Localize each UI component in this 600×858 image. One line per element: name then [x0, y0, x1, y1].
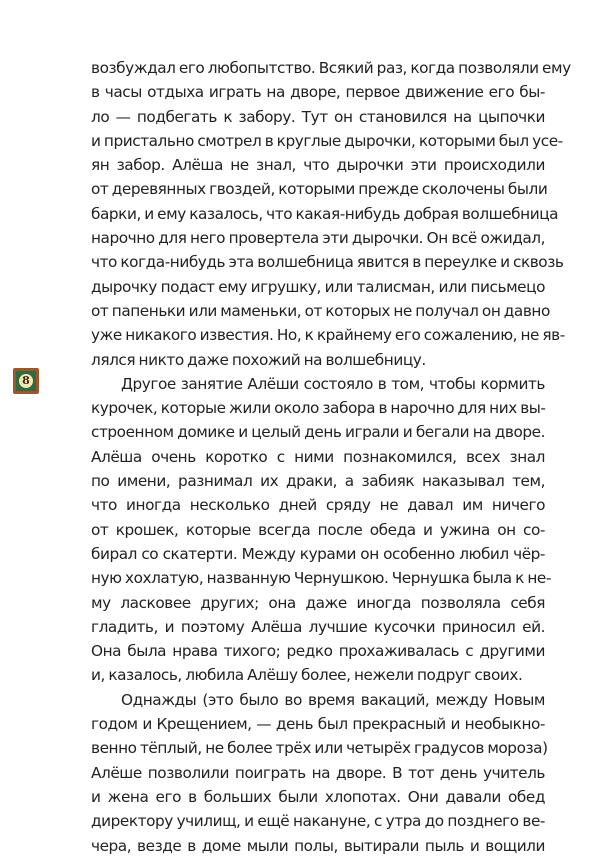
text-line: от деревянных гвоздей, которыми прежде сколочены были [91, 180, 548, 199]
text-line: дырочку подаст ему игрушку, или талисман, или письмецо [91, 277, 545, 296]
text-line: и, казалось, любила Алёшу более, нежели подруг своих. [91, 666, 523, 685]
text-line: в часы отдыха играть на дворе, первое движение его бы- [91, 83, 545, 102]
page-number: 8 [19, 374, 33, 388]
text-line: ную хохлатую, названную Чернушкою. Чернушка была к не- [91, 569, 551, 588]
text-line: уже никакого известия. Но, к крайнему его сожалению, не яв- [91, 326, 565, 345]
text-line: лялся никто даже похожий на волшебницу. [91, 350, 426, 369]
text-line: Алёша очень коротко с ними познакомился, всех знал [91, 447, 545, 466]
paragraph [91, 372, 551, 688]
text-line: бирал со скатерти. Между курами он особенно любил чёр- [91, 544, 545, 563]
text-line: возбуждал его любопытство. Всякий раз, когда позволяли ему [91, 59, 571, 77]
text-line: венно тёплый, не более трёх или четырёх градусов мороза) [91, 739, 548, 758]
page-number-badge [13, 368, 39, 394]
text-line: и пристально смотрел в круглые дырочки, которыми был усе- [91, 131, 563, 150]
paragraph [91, 56, 571, 372]
text-line: чера, везде в доме мыли полы, вытирали пыль и вощили [91, 836, 545, 855]
text-line: от крошек, которые всегда после обеда и ужина он со- [91, 520, 545, 539]
text-line: Она была нрава тихого; редко прохаживалась с другими [91, 642, 545, 661]
text-line: Алёше позволили поиграть на дворе. В тот день учитель [91, 763, 545, 782]
text-line: нарочно для него провертела эти дырочки. Он всё ожидал, [91, 229, 545, 248]
text-line: директору училищ, и ещё накануне, с утра до позднего ве- [91, 812, 545, 831]
text-line: ло — подбегать к забору. Тут он становился на цыпочки [91, 107, 545, 126]
text-line: му ласковее других; она даже иногда позволяла себя [91, 593, 545, 612]
text-line: строенном домике и целый день играли и бегали на дворе. [91, 423, 545, 442]
text-line: по имени, разнимал их драки, а забияк наказывал тем, [91, 472, 545, 491]
text-line: от папеньки или маменьки, от которых не получал он давно [91, 301, 550, 320]
text-line: что когда-нибудь эта волшебница явится в переулке и сквозь [91, 253, 564, 272]
text-line: курочек, которые жили около забора в нарочно для них вы- [91, 399, 546, 418]
text-line: барки, и ему казалось, что какая-нибудь добрая волшебница [91, 204, 559, 223]
text-line: Другое занятие Алёши состояло в том, чтобы кормить [121, 374, 545, 393]
text-line: годом и Крещением, — день был прекрасный и необыкно- [91, 715, 545, 734]
text-line: ян забор. Алёша не знал, что дырочки эти происходили [91, 156, 545, 175]
text-line: гладить, и поэтому Алёша лучшие кусочки приносил ей. [91, 617, 545, 636]
text-line: что иногда несколько дней сряду не давал им ничего [91, 496, 545, 515]
body-text [91, 56, 571, 858]
text-line: Однажды (это было во время вакаций, между Новым [121, 690, 545, 709]
text-line: и жена его в больших были хлопотах. Они давали обед [91, 787, 545, 806]
paragraph [91, 688, 548, 858]
